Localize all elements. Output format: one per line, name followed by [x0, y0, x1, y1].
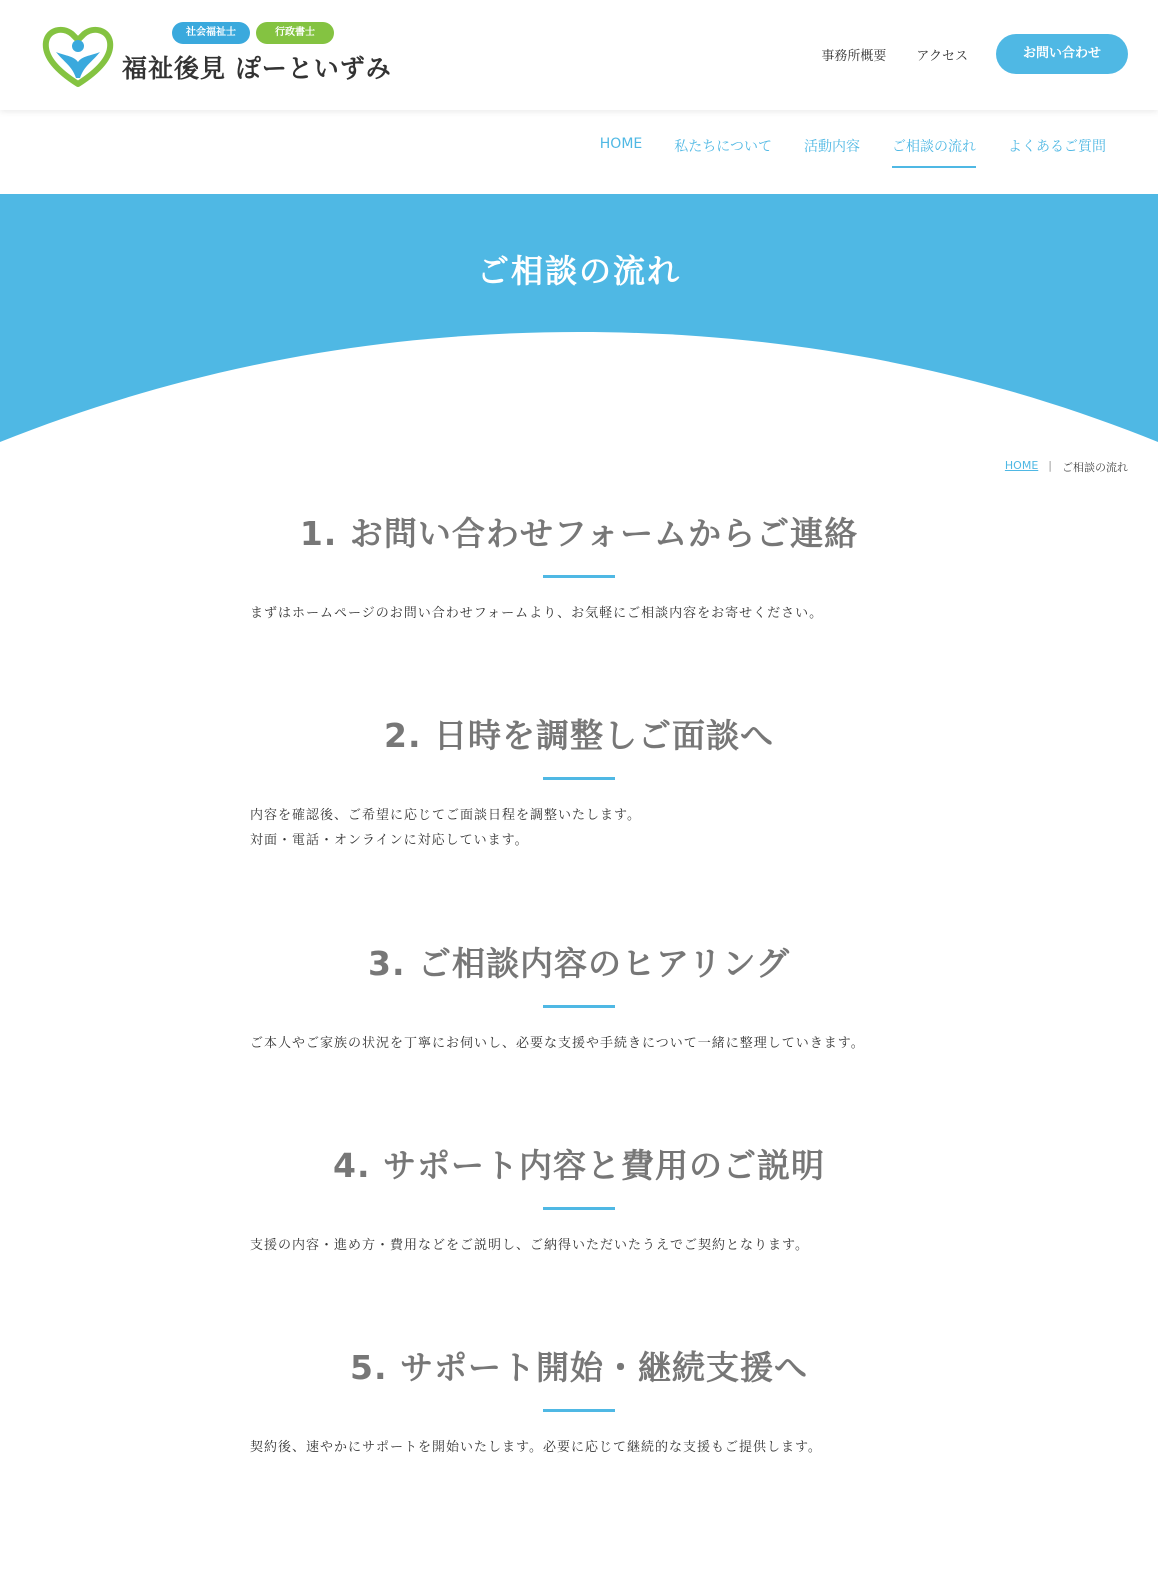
global-nav	[600, 136, 1106, 168]
breadcrumb	[1005, 459, 1128, 475]
step-4	[0, 1140, 1158, 1253]
hero-wave-shape	[0, 194, 1158, 454]
site-logo[interactable]	[42, 22, 402, 92]
heart-person-logo-icon	[42, 26, 114, 88]
utility-links	[821, 45, 968, 64]
page-hero	[0, 194, 1158, 454]
step-title: 4. サポート内容と費用のご説明	[333, 1146, 825, 1185]
step-divider	[543, 1005, 615, 1008]
office-overview-link[interactable]: 事務所概要	[821, 49, 887, 64]
step-divider	[543, 1207, 615, 1210]
step-description: 支援の内容・進め方・費用などをご説明し、ご納得いただいたうえでご契約となります。	[250, 1238, 809, 1253]
administrative-scrivener-badge: 行政書士	[256, 22, 334, 44]
nav-item-consultation-flow[interactable]: ご相談の流れ	[892, 136, 976, 168]
step-title: 5. サポート開始・継続支援へ	[350, 1348, 808, 1387]
step-description: 契約後、速やかにサポートを開始いたします。必要に応じて継続的な支援もご提供します。	[250, 1440, 822, 1455]
step-divider	[543, 777, 615, 780]
breadcrumb-separator: |	[1048, 459, 1052, 472]
nav-item-faq[interactable]: よくあるご質問	[1008, 139, 1106, 155]
step-title: 2. 日時を調整しご面談へ	[384, 716, 774, 755]
nav-item-home[interactable]: HOME	[599, 136, 643, 152]
step-title: 3. ご相談内容のヒアリング	[367, 944, 790, 983]
step-divider	[543, 575, 615, 578]
step-2	[0, 710, 1158, 848]
access-link[interactable]: アクセス	[916, 49, 968, 64]
step-description: まずはホームページのお問い合わせフォームより、お気軽にご相談内容をお寄せください。	[250, 606, 824, 621]
social-worker-badge: 社会福祉士	[172, 22, 250, 44]
page-title: ご相談の流れ	[476, 252, 681, 290]
brand-name: 福祉後見 ぽーといずみ	[122, 54, 392, 83]
contact-button[interactable]: お問い合わせ	[996, 34, 1128, 74]
step-5	[0, 1342, 1158, 1455]
step-description: ご本人やご家族の状況を丁寧にお伺いし、必要な支援や手続きについて一緒に整理していきます。	[250, 1036, 865, 1051]
step-description: 内容を確認後、ご希望に応じてご面談日程を調整いたします。 対面・電話・オンラインに対応しています。	[250, 808, 641, 848]
breadcrumb-home-link[interactable]: HOME	[1004, 459, 1039, 472]
nav-item-activities[interactable]: 活動内容	[804, 139, 860, 155]
site-header	[0, 0, 1158, 110]
step-title: 1. お問い合わせフォームからご連絡	[299, 514, 859, 553]
step-3	[0, 938, 1158, 1051]
step-divider	[543, 1409, 615, 1412]
step-1	[0, 508, 1158, 621]
breadcrumb-current: ご相談の流れ	[1062, 461, 1128, 474]
nav-item-about[interactable]: 私たちについて	[674, 139, 772, 155]
